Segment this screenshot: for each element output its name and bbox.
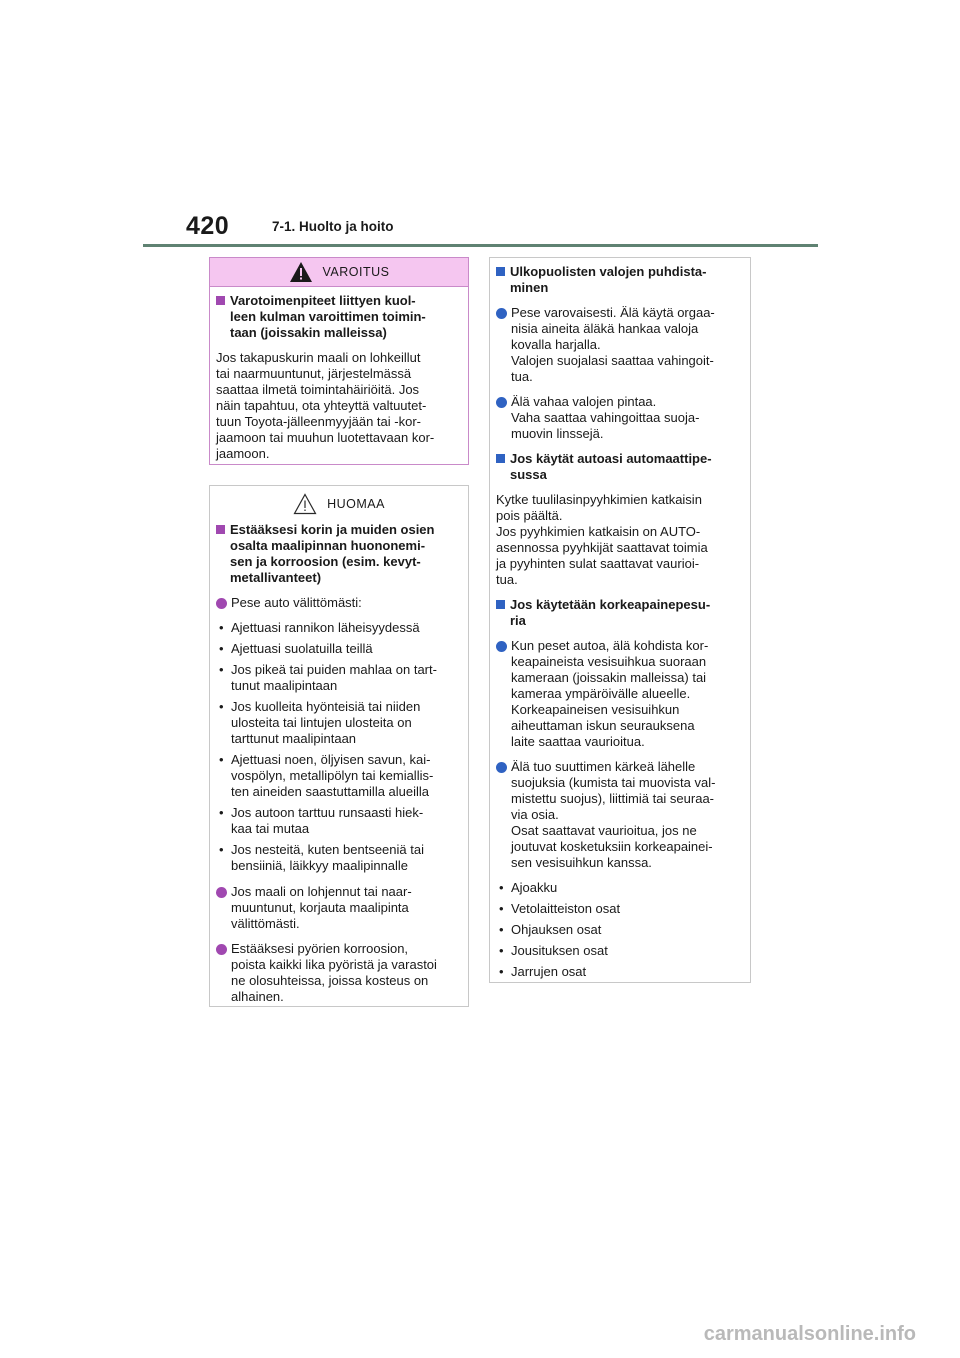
cleaning-item: Älä vahaa valojen pintaa. Vaha saattaa vahingoittaa suoja- muovin linssejä. <box>496 394 742 442</box>
notice-label: HUOMAA <box>327 497 385 511</box>
list-item: • Jos kuolleita hyönteisiä tai niiden ulosteita tai lintujen ulosteita on tarttunut maalipintaan <box>219 699 421 746</box>
notice-header <box>210 490 468 518</box>
circle-bullet-icon <box>216 887 227 898</box>
circle-bullet-icon <box>496 762 507 773</box>
square-bullet-icon <box>216 296 225 305</box>
warning-header <box>210 258 468 287</box>
warning-label: VAROITUS <box>322 265 390 279</box>
circle-bullet-icon <box>496 308 507 319</box>
circle-bullet-icon <box>216 944 227 955</box>
list-item: • Jos autoon tarttuu runsaasti hiek- kaa tai mutaa <box>219 805 424 836</box>
notice-item: Estääksesi pyörien korroosion, poista kaikki lika pyöristä ja varastoi ne olosuhteissa, joissa kosteus on alhainen. <box>216 941 460 1005</box>
section-heading: Jos käytetään korkeapainepesu- ria <box>496 597 742 629</box>
circle-bullet-icon <box>216 598 227 609</box>
square-bullet-icon <box>496 454 505 463</box>
square-bullet-icon <box>216 525 225 534</box>
section-heading: Jos käytät autoasi automaattipe- sussa <box>496 451 742 483</box>
warning-icon <box>289 261 313 283</box>
notice-heading: Estääksesi korin ja muiden osien osalta maalipinnan huononemi- sen ja korroosion (esim. kevyt- metallivanteet) <box>216 522 460 586</box>
warning-box <box>209 257 469 465</box>
section-title: 7-1. Huolto ja hoito <box>272 219 394 234</box>
cleaning-box <box>489 257 751 983</box>
page-number: 420 <box>186 212 230 240</box>
list-item: • Ajoakku <box>499 880 558 895</box>
header-rule <box>143 244 818 247</box>
square-bullet-icon <box>496 600 505 609</box>
warning-heading: Varotoimenpiteet liittyen kuol- leen kulman varoittimen toimin- taan (joissakin malleissa) <box>216 293 460 341</box>
list-item: • Ajettuasi suolatuilla teillä <box>219 641 373 656</box>
caution-triangle-icon <box>293 493 317 515</box>
circle-bullet-icon <box>496 397 507 408</box>
notice-item: Jos maali on lohjennut tai naar- muuntunut, korjauta maalipinta välittömästi. <box>216 884 460 932</box>
cleaning-item: Kun peset autoa, älä kohdista kor- keapaineista vesisuihkua suoraan kameraan (joissakin malleissa) tai kameraa ympäröivälle alueelle. Korkeapaineisen vesisuihkun aiheuttaman iskun seurauksena laite saattaa vaurioitua. <box>496 638 742 750</box>
list-item: • Jousituksen osat <box>499 943 608 958</box>
list-item: • Ohjauksen osat <box>499 922 602 937</box>
list-item: • Jos pikeä tai puiden mahlaa on tart- tunut maalipintaan <box>219 662 437 693</box>
notice-item: Pese auto välittömästi: <box>216 595 460 611</box>
notice-box <box>209 485 469 1007</box>
cleaning-item: Pese varovaisesti. Älä käytä orgaa- nisia aineita äläkä hankaa valoja kovalla harjalla. Valojen suojalasi saattaa vahingoit- tua. <box>496 305 742 385</box>
paragraph: Kytke tuulilasinpyyhkimien katkaisin pois päältä. Jos pyyhkimien katkaisin on AUTO- asennossa pyyhkijät saattavat toimia ja pyyhinten sulat saattavat vaurioi- tua. <box>496 492 708 587</box>
cleaning-item: Älä tuo suuttimen kärkeä lähelle suojuksia (kumista tai muovista val- mistettu suojus), liittimiä tai seuraa- via osia. Osat saattavat vaurioitua, jos ne joutuvat kosketuksiin korkeapainei- sen vesisuihkun kanssa. <box>496 759 742 871</box>
circle-bullet-icon <box>496 641 507 652</box>
list-item: • Ajettuasi rannikon läheisyydessä <box>219 620 420 635</box>
list-item: • Vetolaitteiston osat <box>499 901 621 916</box>
list-item: • Jos nesteitä, kuten bentseeniä tai bensiiniä, läikkyy maalipinnalle <box>219 842 424 873</box>
square-bullet-icon <box>496 267 505 276</box>
list-item: • Jarrujen osat <box>499 964 587 979</box>
section-heading: Ulkopuolisten valojen puhdista- minen <box>496 264 742 296</box>
list-item: • Ajettuasi noen, öljyisen savun, kai- vospölyn, metallipölyn tai kemiallis- ten aineiden saastuttamilla alueilla <box>219 752 434 799</box>
warning-text: Jos takapuskurin maali on lohkeillut tai naarmuuntunut, järjestelmässä saattaa ilmetä toimintahäiriöitä. Jos näin tapahtuu, ota yhteyttä valtuutet- tuun Toyota-jälleenmyyjään tai -kor- jaamoon tai muuhun luotettavaan kor- jaamoon. <box>216 350 435 461</box>
watermark: carmanualsonline.info <box>703 1323 916 1345</box>
